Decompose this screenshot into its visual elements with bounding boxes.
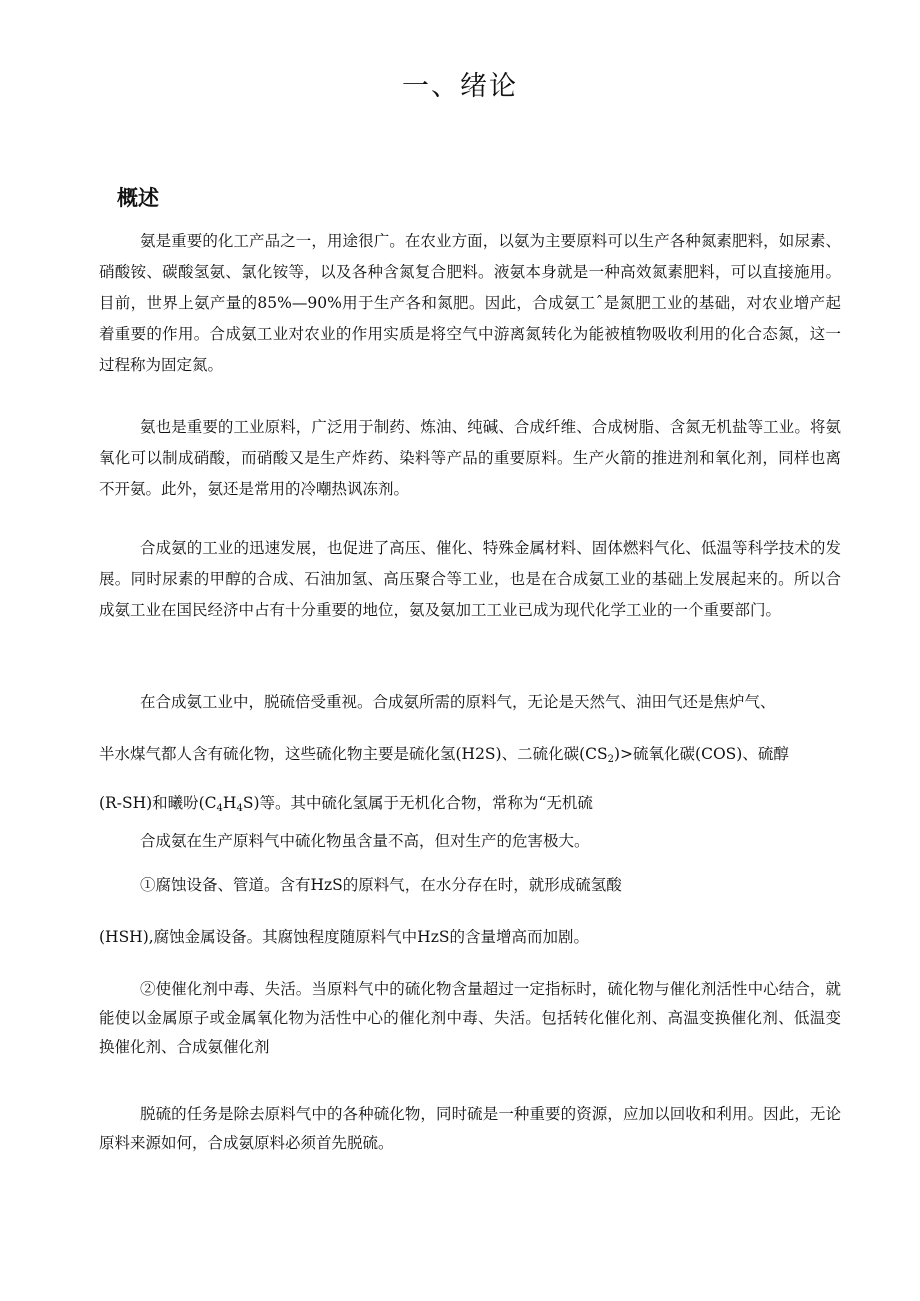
paragraph-7: ②使催化剂中毒、失活。当原料气中的硫化物含量超过一定指标时，硫化物与催化剂活性中心结合，就能使以金属原子或金属氧化物为活性中心的催化剂中毒、失活。包括转化催化剂、高温变换催化剂、低温变换催化剂、合成氨催化剂 xyxy=(99,980,841,1056)
section-heading: 概述 xyxy=(117,186,159,210)
paragraph-3: 合成氨的工业的迅速发展，也促进了高压、催化、特殊金属材料、固体燃料气化、低温等科学技术的发展。同时尿素的甲醇的合成、石油加氢、高压聚合等工业，也是在合成氨工业的基础上发展起来的。所以合成氨工业在国民经济中占有十分重要的地位，氨及氨加工工业已成为现代化学工业的一个重要部门。 xyxy=(99,539,841,619)
paragraph-2: 氨也是重要的工业原料，广泛用于制药、炼油、纯碱、合成纤维、合成树脂、含氮无机盐等工业。将氨氧化可以制成硝酸，而硝酸又是生产炸药、染料等产品的重要原料。生产火箭的推进剂和氧化剂，同样也离不开氨。此外，氨还是常用的冷嘲热讽冻剂。 xyxy=(99,418,841,498)
paragraph-4-line-2-text-a: 半水煤气都人含有硫化物，这些硫化物主要是硫化氢(H2S)、二硫化碳(CS xyxy=(99,745,608,763)
paragraph-4-line-1: 在合成氨工业中，脱硫倍受重视。合成氨所需的原料气，无论是天然气、油田气还是焦炉气、 xyxy=(140,693,776,711)
paragraph-4-line-3-text-a: (R-SH)和曦吩(C xyxy=(99,794,217,812)
paragraph-4-line-3 xyxy=(99,791,593,814)
paragraph-4-line-3-subscript-1: 4 xyxy=(216,803,223,814)
paragraph-4-line-3-text-b: H xyxy=(222,794,237,812)
paragraph-4-line-3-subscript-2: 4 xyxy=(236,803,243,814)
paragraph-1: 氨是重要的化工产品之一，用途很广。在农业方面，以氨为主要原料可以生产各种氮素肥料，如尿素、硝酸铵、碳酸氢氨、氯化铵等，以及各种含氮复合肥料。液氨本身就是一种高效氮素肥料，可以直接施用。目前，世界上氨产量的85%—90%用于生产各和氮肥。因此，合成氨工ˆ是氮肥工业的基础，对农业增产起着重要的作用。合成氨工业对农业的作用实质是将空气中游离氮转化为能被植物吸收利用的化合态氮，这一过程称为固定氮。 xyxy=(99,232,841,374)
paragraph-6-line-2: (HSH),腐蚀金属设备。其腐蚀程度随原料气中HzS的含量增高而加剧。 xyxy=(99,928,589,946)
paragraph-4-line-3-text-c: S)等。其中硫化氢属于无机化合物，常称为“无机硫 xyxy=(242,794,593,812)
paragraph-4-line-2 xyxy=(99,742,789,765)
paragraph-4-line-2-subscript: 2 xyxy=(607,754,614,765)
paragraph-5: 合成氨在生产原料气中硫化物虽含量不高，但对生产的危害极大。 xyxy=(140,832,590,850)
page-title: 一、绪论 xyxy=(402,71,518,102)
paragraph-8: 脱硫的任务是除去原料气中的各种硫化物，同时硫是一种重要的资源，应加以回收和利用。因此，无论原料来源如何，合成氨原料必须首先脱硫。 xyxy=(99,1105,841,1152)
paragraph-6-line-1: ①腐蚀设备、管道。含有HzS的原料气，在水分存在时，就形成硫氢酸 xyxy=(140,876,622,894)
paragraph-4-line-2-text-b: )>硫氧化碳(COS)、硫醇 xyxy=(614,745,789,763)
